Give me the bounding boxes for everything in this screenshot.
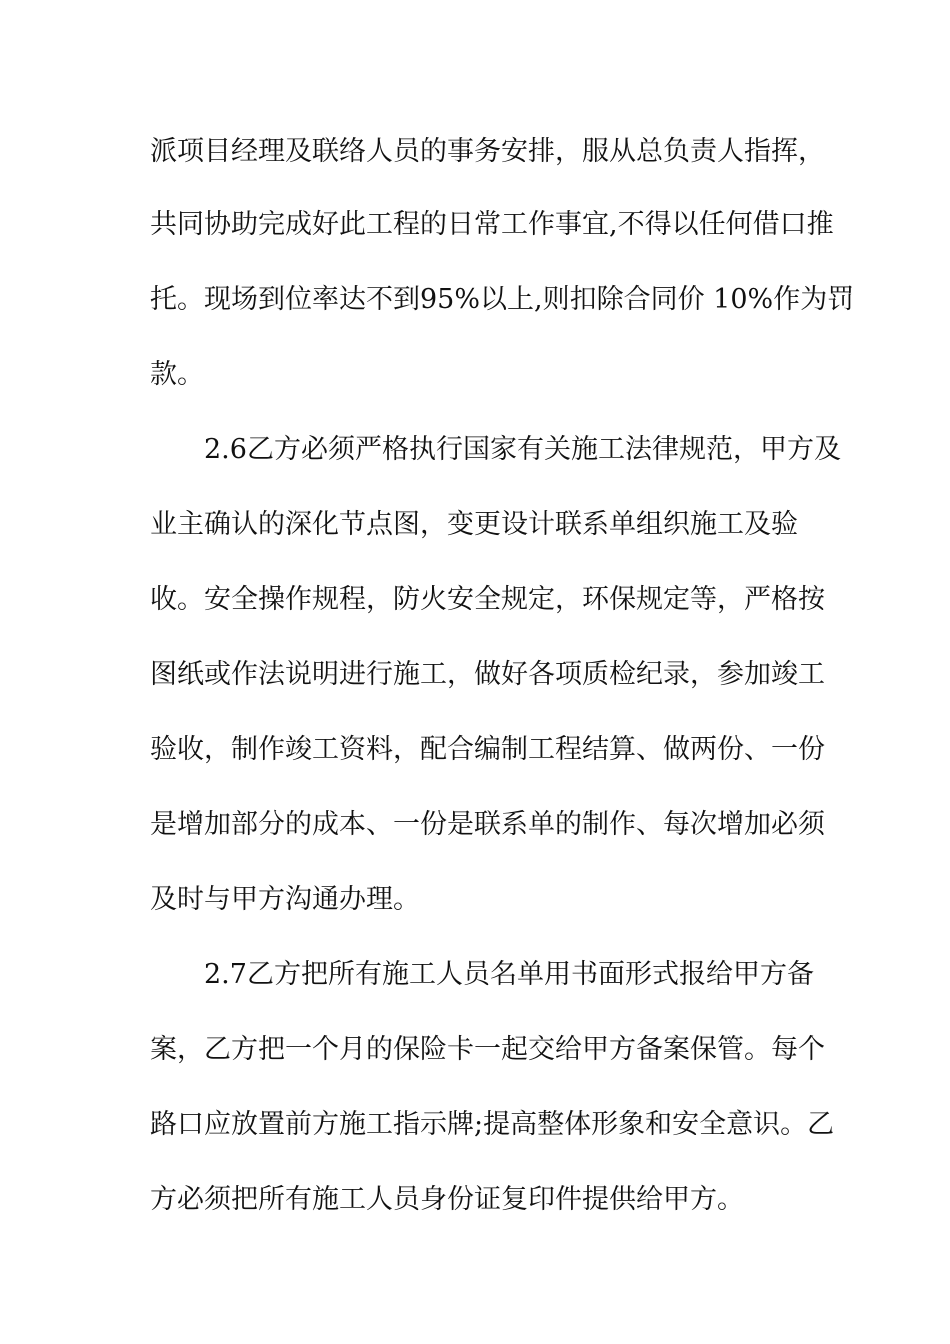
clause-2-6-line-2: 业主确认的深化节点图，变更设计联系单组织施工及验: [150, 509, 798, 540]
paragraph-continuation-line-2: 共同协助完成好此工程的日常工作事宜,不得以任何借口推: [150, 209, 834, 240]
paragraph-continuation-line-3: 托。现场到位率达不到95%以上,则扣除合同价 10%作为罚: [150, 284, 855, 315]
clause-2-6-line-4: 图纸或作法说明进行施工，做好各项质检纪录，参加竣工: [150, 659, 825, 690]
clause-2-7-line-1: 2.7乙方把所有施工人员名单用书面形式报给甲方备: [204, 959, 814, 990]
paragraph-continuation-line-1: 派项目经理及联络人员的事务安排，服从总负责人指挥，: [150, 136, 825, 167]
clause-2-6-line-5: 验收，制作竣工资料，配合编制工程结算、做两份、一份: [150, 734, 825, 765]
clause-2-6-line-1: 2.6乙方必须严格执行国家有关施工法律规范，甲方及: [204, 434, 841, 465]
clause-2-7-line-3: 路口应放置前方施工指示牌;提高整体形象和安全意识。乙: [150, 1109, 835, 1140]
clause-2-6-line-6: 是增加部分的成本、一份是联系单的制作、每次增加必须: [150, 809, 825, 840]
clause-2-6-line-3: 收。安全操作规程，防火安全规定，环保规定等，严格按: [150, 584, 825, 615]
clause-2-7-line-2: 案，乙方把一个月的保险卡一起交给甲方备案保管。每个: [150, 1034, 825, 1065]
paragraph-continuation-line-4: 款。: [150, 359, 204, 390]
clause-2-6-line-7: 及时与甲方沟通办理。: [150, 884, 420, 915]
clause-2-7-line-4: 方必须把所有施工人员身份证复印件提供给甲方。: [150, 1184, 744, 1215]
